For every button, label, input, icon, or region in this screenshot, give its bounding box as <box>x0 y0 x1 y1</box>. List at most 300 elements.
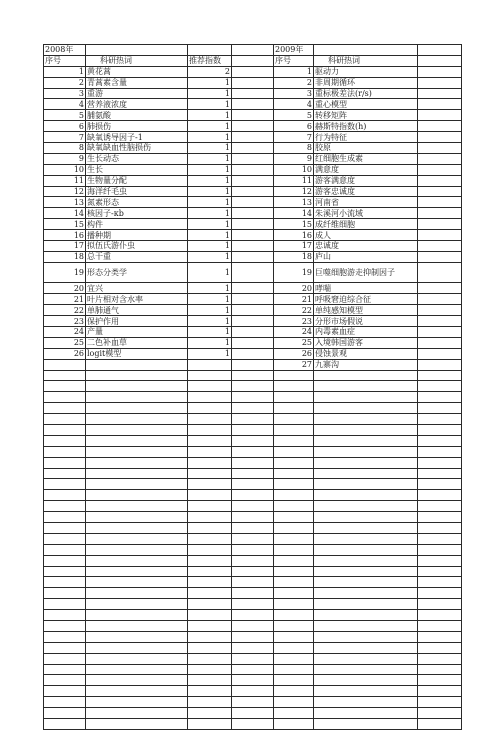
row-index <box>44 631 86 642</box>
row-index: 4 <box>274 99 314 110</box>
row-score: 1 <box>188 143 232 154</box>
row-term <box>314 381 418 392</box>
row-term <box>86 588 188 599</box>
column-gap <box>232 305 274 316</box>
row-term: 营养液浓度 <box>86 99 188 110</box>
row-term <box>314 719 418 730</box>
row-term: 单肺通气 <box>86 305 188 316</box>
row-index: 2 <box>274 77 314 88</box>
table-row <box>44 512 462 523</box>
row-score: 1 <box>188 230 232 241</box>
row-score <box>418 457 462 468</box>
row-index: 24 <box>274 326 314 337</box>
table-row <box>44 479 462 490</box>
row-index: 17 <box>44 241 86 252</box>
row-score <box>418 186 462 197</box>
row-score <box>418 686 462 697</box>
header-term-right: 科研热词 <box>314 55 418 66</box>
row-index <box>274 370 314 381</box>
row-score: 1 <box>188 316 232 327</box>
row-index: 10 <box>44 164 86 175</box>
table-row <box>44 153 462 164</box>
column-gap <box>232 99 274 110</box>
row-index <box>44 566 86 577</box>
row-score <box>188 468 232 479</box>
table-row <box>44 230 462 241</box>
row-term: 重心模型 <box>314 99 418 110</box>
row-index <box>44 577 86 588</box>
row-score <box>188 501 232 512</box>
column-gap <box>232 664 274 675</box>
row-index: 15 <box>44 219 86 230</box>
row-term <box>86 599 188 610</box>
row-index <box>44 523 86 534</box>
column-gap <box>232 435 274 446</box>
table-row <box>44 490 462 501</box>
row-index: 18 <box>274 251 314 262</box>
row-index: 24 <box>44 326 86 337</box>
row-score <box>418 262 462 283</box>
header-term-left: 科研热词 <box>86 55 188 66</box>
row-index <box>274 424 314 435</box>
row-index <box>274 599 314 610</box>
row-term <box>314 708 418 719</box>
row-score: 1 <box>188 132 232 143</box>
row-index <box>44 468 86 479</box>
row-term: 拟伍氏游仆虫 <box>86 241 188 252</box>
row-score <box>418 153 462 164</box>
row-term: 九寨沟 <box>314 359 418 370</box>
row-term <box>86 653 188 664</box>
row-term: 重标极差法(r/s) <box>314 88 418 99</box>
row-term <box>86 370 188 381</box>
row-term: 重游 <box>86 88 188 99</box>
column-gap <box>232 359 274 370</box>
row-term: 河南省 <box>314 197 418 208</box>
table-row <box>44 370 462 381</box>
row-term <box>86 621 188 632</box>
column-gap <box>232 110 274 121</box>
row-term: 行为特征 <box>314 132 418 143</box>
row-score <box>418 631 462 642</box>
table-row <box>44 66 462 77</box>
column-gap <box>232 294 274 305</box>
row-term <box>314 446 418 457</box>
row-score: 1 <box>188 110 232 121</box>
row-score: 1 <box>188 175 232 186</box>
row-term: 总干重 <box>86 251 188 262</box>
row-term <box>86 544 188 555</box>
row-term <box>86 468 188 479</box>
row-index <box>44 490 86 501</box>
table-row <box>44 446 462 457</box>
row-score <box>418 414 462 425</box>
column-gap <box>232 697 274 708</box>
table-row <box>44 653 462 664</box>
table-row <box>44 88 462 99</box>
row-score <box>418 66 462 77</box>
row-index: 3 <box>274 88 314 99</box>
row-score <box>418 219 462 230</box>
row-term: logit模型 <box>86 348 188 359</box>
table-row <box>44 337 462 348</box>
row-index <box>274 577 314 588</box>
row-score <box>418 566 462 577</box>
row-score <box>418 175 462 186</box>
row-term <box>86 566 188 577</box>
row-index <box>274 435 314 446</box>
row-term <box>86 446 188 457</box>
row-score: 1 <box>188 99 232 110</box>
row-term: 朱溪河小流域 <box>314 208 418 219</box>
row-score: 1 <box>188 208 232 219</box>
column-gap <box>232 326 274 337</box>
table-row <box>44 294 462 305</box>
column-gap <box>232 197 274 208</box>
row-score <box>188 392 232 403</box>
row-index <box>274 392 314 403</box>
table-row <box>44 457 462 468</box>
table-row <box>44 414 462 425</box>
row-score: 2 <box>188 66 232 77</box>
row-term <box>86 610 188 621</box>
row-term <box>314 501 418 512</box>
row-term <box>86 664 188 675</box>
row-term <box>314 544 418 555</box>
row-score <box>418 403 462 414</box>
row-index <box>274 675 314 686</box>
column-gap <box>232 230 274 241</box>
row-score <box>418 490 462 501</box>
table-row <box>44 599 462 610</box>
row-score <box>188 686 232 697</box>
table-row <box>44 675 462 686</box>
row-term: 形态分类学 <box>86 262 188 283</box>
row-score <box>418 664 462 675</box>
row-score <box>188 490 232 501</box>
row-term: 缺氧诱导因子-1 <box>86 132 188 143</box>
row-score <box>418 294 462 305</box>
table-row <box>44 143 462 154</box>
table-row <box>44 555 462 566</box>
row-index <box>44 479 86 490</box>
column-gap <box>232 544 274 555</box>
row-index: 7 <box>274 132 314 143</box>
row-term <box>86 403 188 414</box>
row-term: 氮素形态 <box>86 197 188 208</box>
row-term: 胶原 <box>314 143 418 154</box>
row-index <box>44 446 86 457</box>
table-row <box>44 110 462 121</box>
row-index <box>44 392 86 403</box>
column-gap <box>232 348 274 359</box>
row-score <box>418 479 462 490</box>
row-score <box>418 555 462 566</box>
table-row <box>44 468 462 479</box>
row-index <box>44 381 86 392</box>
row-score <box>418 132 462 143</box>
row-term <box>314 621 418 632</box>
row-score: 1 <box>188 348 232 359</box>
row-score <box>188 653 232 664</box>
row-score: 1 <box>188 219 232 230</box>
row-term <box>314 566 418 577</box>
row-term <box>314 588 418 599</box>
row-term: 核因子-κb <box>86 208 188 219</box>
row-index <box>44 675 86 686</box>
row-term: 海洋纤毛虫 <box>86 186 188 197</box>
row-term <box>86 479 188 490</box>
row-index <box>274 708 314 719</box>
header-index-left: 序号 <box>44 55 86 66</box>
keyword-table <box>43 44 462 730</box>
row-index <box>44 370 86 381</box>
row-score <box>418 230 462 241</box>
row-index: 6 <box>44 121 86 132</box>
row-score <box>418 99 462 110</box>
row-index: 19 <box>274 262 314 283</box>
row-term: 成纤维细胞 <box>314 219 418 230</box>
row-term <box>314 512 418 523</box>
column-gap <box>232 523 274 534</box>
row-term: 赫斯特指数(h) <box>314 121 418 132</box>
row-index <box>274 512 314 523</box>
row-term <box>314 631 418 642</box>
row-index <box>274 719 314 730</box>
column-gap <box>232 66 274 77</box>
row-index: 3 <box>44 88 86 99</box>
row-term <box>86 533 188 544</box>
table-row <box>44 435 462 446</box>
row-index: 27 <box>274 359 314 370</box>
row-term <box>314 424 418 435</box>
column-gap <box>232 283 274 294</box>
row-score <box>188 446 232 457</box>
row-term: 生长 <box>86 164 188 175</box>
row-index <box>44 555 86 566</box>
row-index: 19 <box>44 262 86 283</box>
year-2008: 2008年 <box>44 45 86 56</box>
table-row <box>44 251 462 262</box>
row-score: 1 <box>188 241 232 252</box>
row-term <box>86 675 188 686</box>
row-index: 16 <box>274 230 314 241</box>
column-gap <box>232 599 274 610</box>
row-score <box>188 675 232 686</box>
row-term: 呼吸窘迫综合征 <box>314 294 418 305</box>
column-gap <box>232 392 274 403</box>
row-score <box>188 642 232 653</box>
row-term: 庐山 <box>314 251 418 262</box>
row-index <box>44 653 86 664</box>
row-score <box>418 424 462 435</box>
row-score: 1 <box>188 77 232 88</box>
row-score <box>418 164 462 175</box>
row-index: 6 <box>274 121 314 132</box>
row-term <box>314 577 418 588</box>
row-term <box>86 359 188 370</box>
table-row <box>44 326 462 337</box>
row-term <box>86 523 188 534</box>
row-score <box>418 77 462 88</box>
row-term: 黄花蒿 <box>86 66 188 77</box>
row-term: 二色补血草 <box>86 337 188 348</box>
column-gap <box>232 631 274 642</box>
row-score <box>418 675 462 686</box>
row-score <box>188 588 232 599</box>
row-term: 成人 <box>314 230 418 241</box>
row-index <box>44 686 86 697</box>
column-gap <box>232 370 274 381</box>
row-index <box>274 457 314 468</box>
row-index: 25 <box>274 337 314 348</box>
row-term <box>314 697 418 708</box>
row-score <box>188 664 232 675</box>
row-index: 2 <box>44 77 86 88</box>
row-score <box>188 512 232 523</box>
row-index: 11 <box>274 175 314 186</box>
table-row <box>44 348 462 359</box>
table-row <box>44 262 462 283</box>
row-index <box>274 631 314 642</box>
row-term: 满意度 <box>314 164 418 175</box>
row-index <box>44 359 86 370</box>
row-term <box>86 457 188 468</box>
row-score: 1 <box>188 153 232 164</box>
row-term <box>86 381 188 392</box>
table-row <box>44 424 462 435</box>
row-score <box>188 414 232 425</box>
table-row <box>44 631 462 642</box>
row-index: 22 <box>274 305 314 316</box>
row-index: 5 <box>274 110 314 121</box>
row-index: 5 <box>44 110 86 121</box>
row-index <box>274 566 314 577</box>
row-score <box>418 501 462 512</box>
column-gap <box>232 566 274 577</box>
row-term: 红细胞生成素 <box>314 153 418 164</box>
row-index: 21 <box>274 294 314 305</box>
row-score: 1 <box>188 337 232 348</box>
table-row <box>44 697 462 708</box>
row-term <box>314 468 418 479</box>
row-score <box>418 642 462 653</box>
row-index: 1 <box>274 66 314 77</box>
column-gap <box>232 186 274 197</box>
column-gap <box>232 533 274 544</box>
row-term: 内毒素血症 <box>314 326 418 337</box>
row-term <box>86 708 188 719</box>
row-score <box>188 719 232 730</box>
row-index: 16 <box>44 230 86 241</box>
row-index: 8 <box>274 143 314 154</box>
column-gap <box>232 241 274 252</box>
row-index <box>274 533 314 544</box>
row-term <box>86 435 188 446</box>
row-score <box>418 512 462 523</box>
header-score-left: 推荐指数 <box>188 55 232 66</box>
row-term: 产量 <box>86 326 188 337</box>
column-gap <box>232 219 274 230</box>
row-term: 巨噬细胞游走抑制因子 <box>314 262 418 283</box>
table-row <box>44 132 462 143</box>
row-score: 1 <box>188 305 232 316</box>
column-gap <box>232 719 274 730</box>
column-gap <box>232 555 274 566</box>
row-term <box>314 686 418 697</box>
row-index <box>44 588 86 599</box>
row-term <box>86 697 188 708</box>
row-score: 1 <box>188 186 232 197</box>
column-gap <box>232 121 274 132</box>
row-term <box>314 479 418 490</box>
row-term: 哮喘 <box>314 283 418 294</box>
table-row <box>44 164 462 175</box>
row-index <box>44 697 86 708</box>
row-term <box>314 523 418 534</box>
row-term <box>314 533 418 544</box>
row-term <box>314 642 418 653</box>
row-term: 宜兴 <box>86 283 188 294</box>
row-score <box>418 392 462 403</box>
column-gap <box>232 468 274 479</box>
row-index: 8 <box>44 143 86 154</box>
column-gap <box>232 490 274 501</box>
row-term: 构件 <box>86 219 188 230</box>
table-row <box>44 544 462 555</box>
row-term: 播种期 <box>86 230 188 241</box>
table-row <box>44 392 462 403</box>
row-term <box>314 664 418 675</box>
row-index: 26 <box>44 348 86 359</box>
row-index <box>44 457 86 468</box>
row-score <box>418 241 462 252</box>
row-index: 15 <box>274 219 314 230</box>
row-index: 10 <box>274 164 314 175</box>
column-gap <box>232 457 274 468</box>
row-term: 忠诚度 <box>314 241 418 252</box>
row-index <box>274 446 314 457</box>
row-term: 肺损伤 <box>86 121 188 132</box>
row-index <box>274 610 314 621</box>
row-index: 14 <box>44 208 86 219</box>
row-score <box>418 208 462 219</box>
row-index <box>44 512 86 523</box>
table-row <box>44 316 462 327</box>
row-score <box>188 708 232 719</box>
table-row <box>44 664 462 675</box>
row-score <box>188 577 232 588</box>
row-score <box>188 424 232 435</box>
row-score <box>418 446 462 457</box>
row-index <box>274 381 314 392</box>
row-index: 11 <box>44 175 86 186</box>
table-row <box>44 208 462 219</box>
row-term <box>314 610 418 621</box>
column-gap <box>232 337 274 348</box>
row-term: 入境韩国游客 <box>314 337 418 348</box>
column-gap <box>232 642 274 653</box>
row-score: 1 <box>188 251 232 262</box>
column-gap <box>232 424 274 435</box>
row-index <box>274 468 314 479</box>
row-score <box>418 653 462 664</box>
table-row <box>44 175 462 186</box>
row-score <box>418 435 462 446</box>
column-gap <box>232 175 274 186</box>
row-index <box>44 708 86 719</box>
row-term <box>314 370 418 381</box>
